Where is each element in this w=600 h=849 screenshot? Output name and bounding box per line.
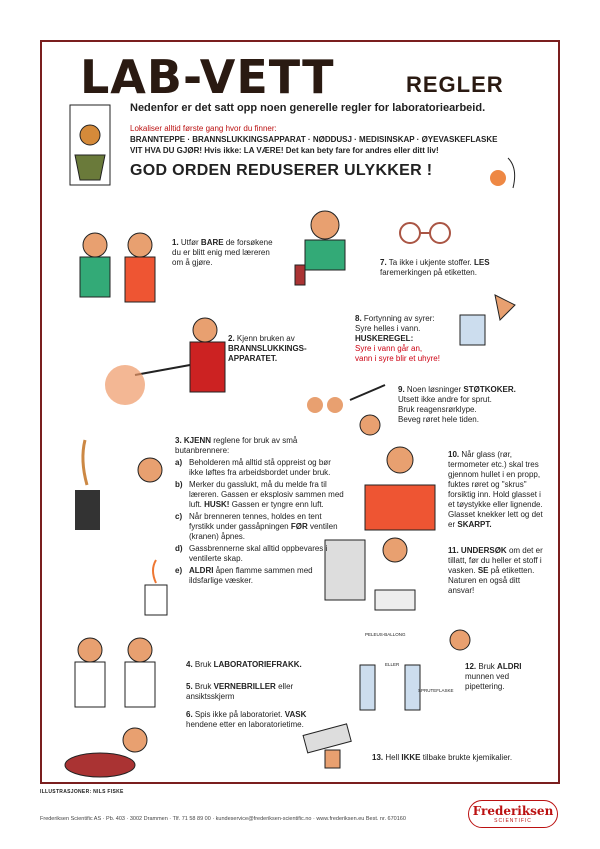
rule-7: 7. Ta ikke i ukjente stoffer. LES faremerkingen på etiketten. bbox=[380, 258, 490, 277]
frederiksen-logo bbox=[468, 800, 558, 828]
headline: GOD ORDEN REDUSERER ULYKKER ! bbox=[130, 162, 433, 179]
rule-6: 6. Spis ikke på laboratoriet. VASK hendene etter en laboratorietime. bbox=[186, 710, 307, 729]
burner-illustration bbox=[55, 430, 175, 550]
logo-tagline: SCIENTIFIC bbox=[494, 818, 532, 824]
warning-text: VIT HVA DU GJØR! Hvis ikke: LA VÆRE! Det kan bety fare for andres eller ditt liv! bbox=[130, 146, 439, 155]
rule-3b: b) Merker du gasslukt, må du melde fra til læreren. Gassen er eksplosiv sammen med luft. HUSK! Gassen er tyngre enn luft. bbox=[175, 480, 344, 509]
illus-label-sprut: SPRUTEFLASKE bbox=[418, 688, 454, 693]
lab-coat-illustration bbox=[65, 630, 175, 710]
test-tube-illustration bbox=[300, 380, 395, 440]
locate-text: Lokaliser alltid første gang hvor du finner: bbox=[130, 124, 277, 133]
poster-title-suffix: REGLER bbox=[406, 72, 504, 97]
logo-name: Frederiksen bbox=[472, 804, 554, 818]
poster-title: LAB-VETT bbox=[80, 50, 335, 104]
teacher-student-illustration bbox=[60, 215, 170, 325]
rule-3a: a) Beholderen må alltid stå oppreist og bør ikke løftes fra arbeidsbordet under bruk. bbox=[175, 458, 331, 477]
illus-label-eller: ELLER bbox=[385, 662, 400, 667]
rule-3d: d) Gassbrennerne skal alltid oppbevares i ventilerte skap. bbox=[175, 544, 328, 563]
glasses-icon bbox=[395, 218, 455, 248]
rule-5: 5. Bruk VERNEBRILLER eller ansiktsskjerm bbox=[186, 682, 294, 701]
illus-label-peleus: PELEUS-BALLONG bbox=[365, 632, 406, 637]
eating-illustration bbox=[60, 715, 170, 785]
footer-contact: Frederiksen Scientific AS · Pb. 403 · 3002 Drammen · Tlf. 71 58 89 00 · kundeservice@frederiksen-scientific.no · www.frederiksen.eu Best. nr. 670160 bbox=[40, 816, 406, 822]
illustration-credits: ILLUSTRASJONER: NILS FISKE bbox=[40, 789, 124, 795]
fire-illustration bbox=[478, 148, 528, 193]
rule-3e: e) ALDRI åpen flamme sammen med ildsfarlige væsker. bbox=[175, 566, 313, 585]
rule-10: 10. Når glass (rør, termometer etc.) skal tres gjennom hullet i en propp, fuktes røret og "skrus" forsiktig inn. Hold glasset i et tøystykke eller lignende. Glasset knekker lett og det er SKARPT. bbox=[448, 450, 543, 529]
rule-2: 2. Kjenn bruken av BRANNSLUKKINGS-APPARATET. bbox=[228, 334, 307, 363]
equipment-list: BRANNTEPPE · BRANNSLUKKINGSAPPARAT · NØDDUSJ · MEDISINSKAP · ØYEVASKEFLASKE bbox=[130, 135, 498, 144]
rule-3c: c) Når brenneren tennes, holdes en tent fyrstikk under gassåpningen FØR ventilen (kranen) åpnes. bbox=[175, 512, 338, 541]
rule-3: 3. KJENN reglene for bruk av små butanbrennere: a) Beholderen må alltid stå oppreist og bør ikke løftes fra arbeidsbordet under bruk. b) Merker du gasslukt, må du melde fra til læreren. Gassen er eksplosiv sammen med luft. HUSK! Gassen er tyngre enn luft. c) Når brenneren tennes, holdes en tent fyrstikk under gassåpningen FØR ventilen (kranen) åpnes. d) Gassbrennerne skal alltid oppbevares i ventilerte skap. e) ALDRI åpen flamme sammen med ildsfarlige væsker. bbox=[175, 436, 344, 585]
rule-8: 8. Fortynning av syrer: Syre helles i vann. HUSKEREGEL: Syre i vann går an, vann i syre blir et uhyre! bbox=[355, 314, 440, 363]
rule-11: 11. UNDERSØK om det er tillatt, før du heller et stoff i vasken. SE på etiketten. Naturen en også ditt ansvar! bbox=[448, 546, 543, 595]
rule-9: 9. Noen løsninger STØTKOKER. Utsett ikke andre for sprut. Bruk reagensrørklype. Beveg røret hele tiden. bbox=[398, 385, 516, 424]
rule-13: 13. Hell IKKE tilbake brukte kjemikalier. bbox=[372, 753, 513, 762]
rule-12: 12. Bruk ALDRI munnen ved pipettering. bbox=[465, 662, 522, 691]
intro-text: Nedenfor er det satt opp noen generelle regler for laboratoriearbeid. bbox=[130, 102, 486, 114]
student-chemicals-illustration bbox=[290, 200, 360, 290]
extinguisher-illustration bbox=[95, 310, 235, 425]
rule-1: 1. Utfør BARE de forsøkene du er blitt enig med læreren om å gjøre. bbox=[172, 238, 273, 267]
rule-4: 4. Bruk LABORATORIEFRAKK. bbox=[186, 660, 302, 669]
acid-dilution-illustration bbox=[455, 290, 520, 350]
shower-illustration bbox=[60, 100, 120, 190]
